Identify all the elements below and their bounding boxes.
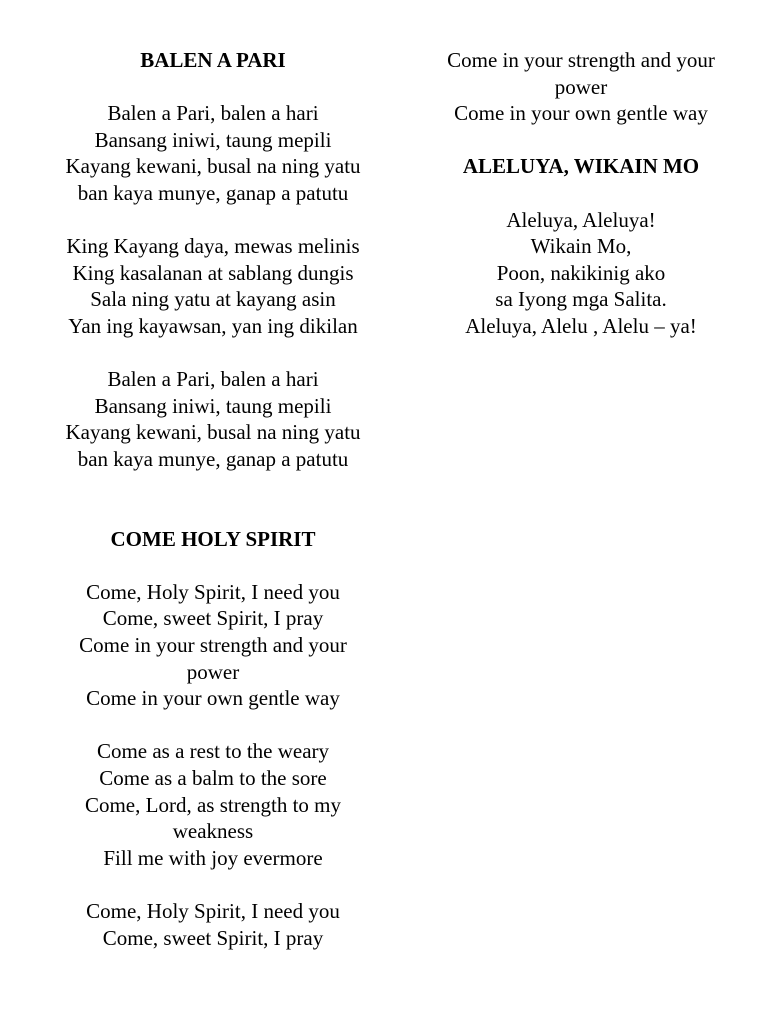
stanza <box>40 579 386 712</box>
left-column <box>40 47 386 951</box>
song-title-aleluya-wikain-mo: ALELUYA, WIKAIN MO <box>462 154 700 179</box>
lyric-line: Come in your strength and your <box>79 633 347 658</box>
lyric-line: Come, Lord, as strength to my <box>84 792 342 817</box>
lyric-line: Come in your own gentle way <box>454 101 708 126</box>
song-title-balen-a-pari: BALEN A PARI <box>140 48 286 72</box>
lyric-line: Kayang kewani, busal na ning yatu <box>65 420 361 445</box>
lyric-line: Bansang iniwi, taung mepili <box>94 393 332 418</box>
lyric-line: weakness <box>172 819 254 844</box>
lyric-line: Come, Holy Spirit, I need you <box>86 579 340 604</box>
lyric-line: Bansang iniwi, taung mepili <box>94 127 332 152</box>
stanza <box>40 738 386 871</box>
song-title-come-holy-spirit: COME HOLY SPIRIT <box>110 526 316 551</box>
lyric-line: Wikain Mo, <box>530 234 632 259</box>
lyric-line: Come, sweet Spirit, I pray <box>102 925 324 950</box>
stanza <box>40 898 386 951</box>
stanza <box>420 207 742 340</box>
lyric-line: Balen a Pari, balen a hari <box>107 101 319 126</box>
lyric-line: Fill me with joy evermore <box>103 845 323 870</box>
lyric-line: Come, sweet Spirit, I pray <box>102 606 324 631</box>
lyric-line: Come as a balm to the sore <box>99 766 327 791</box>
lyric-line: Come as a rest to the weary <box>96 739 330 764</box>
lyric-line: Poon, nakikinig ako <box>496 260 666 285</box>
stanza <box>40 366 386 472</box>
lyric-line: King kasalanan at sablang dungis <box>72 260 354 285</box>
lyric-line: Aleluya, Aleluya! <box>506 207 656 232</box>
lyric-line: power <box>554 74 608 99</box>
lyric-line: ban kaya munye, ganap a patutu <box>77 446 349 471</box>
lyric-line: Aleluya, Alelu , Alelu – ya! <box>465 313 697 338</box>
lyric-line: ban kaya munye, ganap a patutu <box>77 180 349 205</box>
lyric-line: Yan ing kayawsan, yan ing dikilan <box>68 313 358 338</box>
lyric-line: Kayang kewani, busal na ning yatu <box>65 154 361 179</box>
stanza <box>40 100 386 206</box>
lyric-line: Come in your strength and your <box>447 48 715 72</box>
lyric-line: Balen a Pari, balen a hari <box>107 367 319 392</box>
lyric-line: King Kayang daya, mewas melinis <box>66 234 360 259</box>
stanza-continuation <box>420 47 742 127</box>
right-column <box>420 47 742 340</box>
lyric-line: sa Iyong mga Salita. <box>495 287 667 312</box>
lyric-line: Come, Holy Spirit, I need you <box>86 899 340 923</box>
lyric-line: power <box>186 659 240 684</box>
lyric-line: Sala ning yatu at kayang asin <box>90 287 336 312</box>
stanza <box>40 233 386 339</box>
lyric-line: Come in your own gentle way <box>86 686 340 711</box>
